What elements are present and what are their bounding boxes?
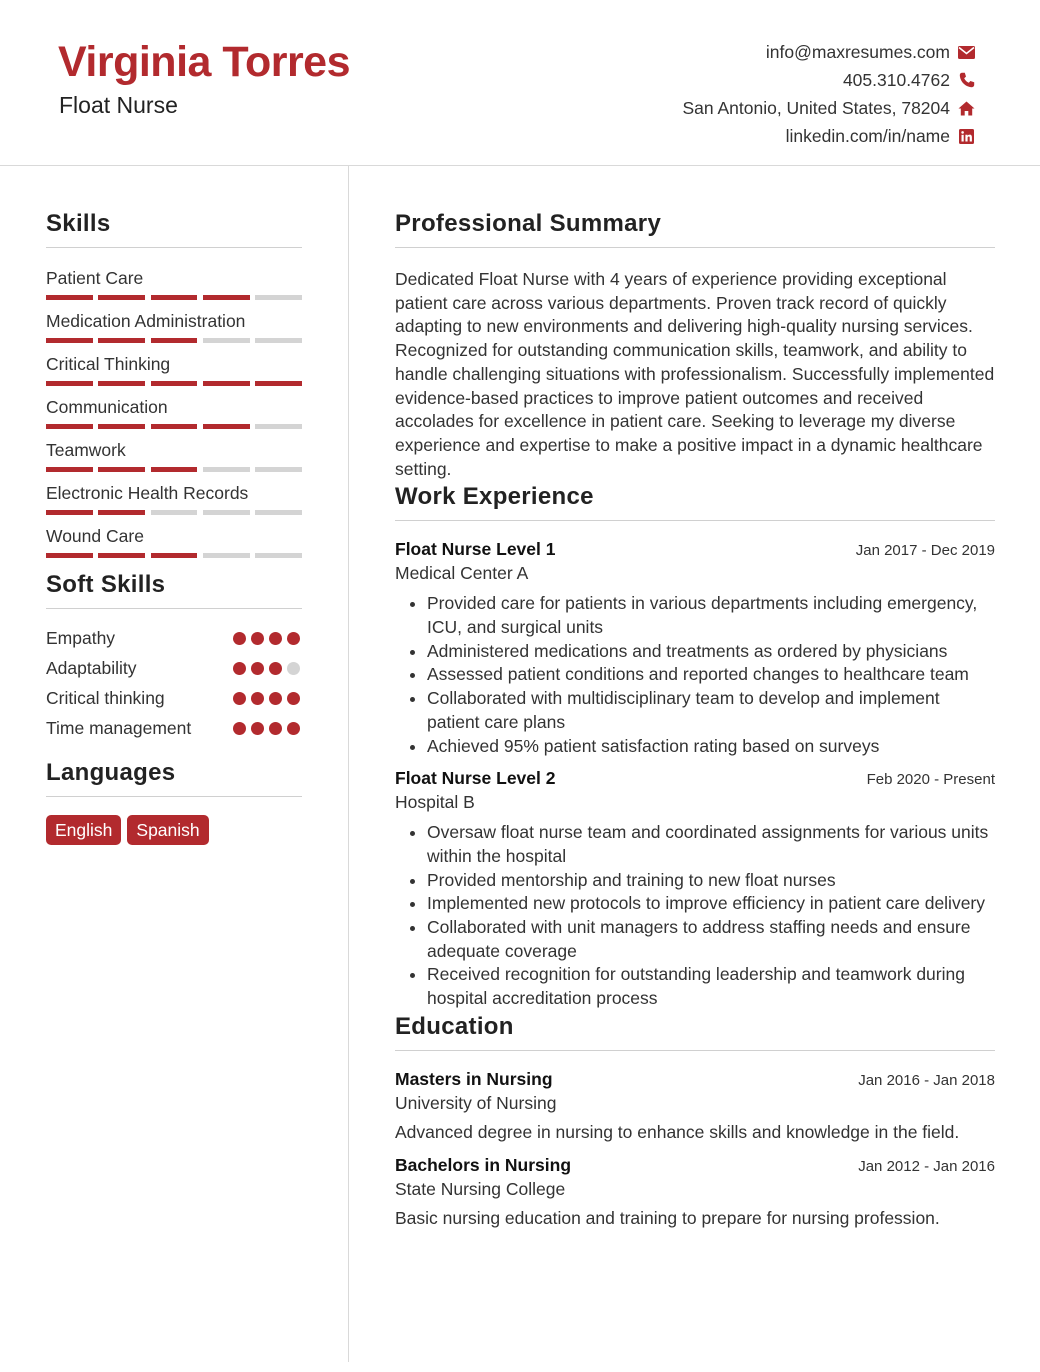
skill-level-segment	[46, 553, 93, 558]
phone-icon	[958, 72, 975, 89]
education-degree: Masters in Nursing	[395, 1068, 553, 1089]
job-dates: Feb 2020 - Present	[866, 771, 995, 789]
rating-dot	[251, 662, 264, 675]
languages-list	[46, 815, 302, 845]
skill-level-segment	[46, 467, 93, 472]
rating-dot	[233, 722, 246, 735]
job-bullets	[395, 821, 995, 1011]
skill-name: Critical Thinking	[46, 354, 171, 374]
soft-skill-rating	[233, 717, 302, 735]
skill-level-bar	[46, 424, 302, 429]
skill-level-segment	[151, 295, 198, 300]
languages-title: Languages	[46, 759, 302, 797]
job-entry	[395, 768, 995, 1011]
skill-level-segment	[255, 553, 302, 558]
rating-dot	[269, 662, 282, 675]
job-bullet: • Provided mentorship and training to new float nurses	[427, 869, 995, 893]
rating-dot	[287, 722, 300, 735]
skill-level-segment	[151, 467, 198, 472]
skill-level-bar	[46, 381, 302, 386]
language-badge: English	[46, 815, 121, 845]
job-bullet: • Implemented new protocols to improve efficiency in patient care delivery	[427, 892, 995, 916]
skill-level-bar	[46, 338, 302, 343]
skill-level-segment	[46, 424, 93, 429]
job-header	[395, 539, 995, 560]
skill-name: Wound Care	[46, 526, 144, 546]
envelope-icon	[958, 44, 975, 61]
right-column	[395, 210, 995, 1229]
skill-level-segment	[98, 295, 145, 300]
education-dates: Jan 2012 - Jan 2016	[858, 1157, 995, 1175]
job-bullet: • Collaborated with multidisciplinary team to develop and implement patient care plans	[427, 687, 995, 734]
education-school: University of Nursing	[395, 1092, 557, 1113]
contact-phone-text[interactable]: 405.310.4762	[842, 69, 950, 90]
soft-skill-rating	[233, 687, 302, 705]
jobs-list	[395, 539, 995, 1011]
skill-level-segment	[203, 424, 250, 429]
skill-name: Electronic Health Records	[46, 483, 249, 503]
skill-name: Communication	[46, 397, 168, 417]
job-bullet: • Received recognition for outstanding leadership and teamwork during hospital accreditation process	[427, 963, 995, 1010]
contact-phone[interactable]	[682, 66, 975, 94]
skill-item	[46, 482, 302, 525]
soft-skill-name: Time management	[46, 718, 192, 738]
contact-email[interactable]	[682, 38, 975, 66]
soft-skill-name: Critical thinking	[46, 688, 165, 708]
skill-item	[46, 267, 302, 310]
skill-level-segment	[255, 338, 302, 343]
skill-level-bar	[46, 553, 302, 558]
skill-level-segment	[255, 295, 302, 300]
contact-address	[682, 94, 975, 122]
skill-level-segment	[203, 338, 250, 343]
rating-dot	[287, 632, 300, 645]
rating-dot	[269, 632, 282, 645]
home-icon	[958, 100, 975, 117]
job-bullet: • Collaborated with unit managers to address staffing needs and ensure adequate coverage	[427, 916, 995, 963]
soft-skill-item	[46, 657, 302, 687]
job-role: Float Nurse Level 1	[395, 539, 556, 560]
skill-level-segment	[98, 510, 145, 515]
skill-name: Teamwork	[46, 440, 126, 460]
skill-level-bar	[46, 295, 302, 300]
skill-level-segment	[151, 338, 198, 343]
rating-dot	[269, 692, 282, 705]
education-header	[395, 1069, 995, 1090]
skill-level-segment	[98, 381, 145, 386]
language-badge: Spanish	[127, 815, 208, 845]
rating-dot	[233, 632, 246, 645]
education-school: State Nursing College	[395, 1178, 566, 1199]
summary-text: Dedicated Float Nurse with 4 years of experience providing exceptional patient care across various departments. Proven track record of quickly adapting to new environments and delivering high-quality nursing services. Recognized for outstanding communication skills, teamwork, and ability to handle challenging situations with professionalism. Successfully implemented evidence-based practices to improve patient outcomes and received accolades for excellence in patient care. Seeking to leverage my diverse experience and expertise to make a positive impact in a dynamic healthcare setting.	[395, 269, 995, 479]
skill-item	[46, 525, 302, 568]
job-bullet: • Achieved 95% patient satisfaction rating based on surveys	[427, 735, 995, 759]
skill-item	[46, 396, 302, 439]
contact-linkedin[interactable]	[682, 122, 975, 150]
education-header	[395, 1155, 995, 1176]
job-dates: Jan 2017 - Dec 2019	[855, 542, 995, 560]
skill-level-segment	[46, 338, 93, 343]
left-column	[46, 210, 302, 845]
skill-level-segment	[98, 424, 145, 429]
job-organization: Hospital B	[395, 792, 475, 813]
skill-level-segment	[98, 553, 145, 558]
contact-address-text: San Antonio, United States, 78204	[682, 97, 950, 118]
skill-level-bar	[46, 467, 302, 472]
rating-dot	[269, 722, 282, 735]
skill-level-segment	[151, 553, 198, 558]
education-list	[395, 1069, 995, 1229]
skills-list	[46, 267, 302, 568]
linkedin-icon	[958, 128, 975, 145]
skill-level-bar	[46, 510, 302, 515]
rating-dot	[233, 662, 246, 675]
soft-skills-list	[46, 627, 302, 747]
rating-dot	[287, 692, 300, 705]
education-degree: Bachelors in Nursing	[395, 1154, 572, 1175]
soft-skill-name: Empathy	[46, 628, 116, 648]
soft-skill-item	[46, 687, 302, 717]
job-bullet: • Assessed patient conditions and reported changes to healthcare team	[427, 663, 995, 687]
skill-item	[46, 310, 302, 353]
job-bullets	[395, 592, 995, 758]
soft-skill-item	[46, 627, 302, 657]
soft-skill-item	[46, 717, 302, 747]
skill-level-segment	[151, 510, 198, 515]
job-entry	[395, 539, 995, 758]
skill-level-segment	[203, 510, 250, 515]
skill-level-segment	[98, 467, 145, 472]
job-bullet: • Oversaw float nurse team and coordinated assignments for various units within the hospital	[427, 821, 995, 868]
skill-name: Patient Care	[46, 268, 144, 288]
skill-level-segment	[46, 510, 93, 515]
skill-level-segment	[203, 295, 250, 300]
skill-level-segment	[98, 338, 145, 343]
education-dates: Jan 2016 - Jan 2018	[858, 1071, 995, 1089]
rating-dot	[287, 662, 300, 675]
skill-item	[46, 353, 302, 396]
soft-skill-name: Adaptability	[46, 658, 137, 678]
skill-level-segment	[203, 553, 250, 558]
candidate-title: Float Nurse	[59, 92, 178, 118]
skill-level-segment	[203, 381, 250, 386]
rating-dot	[251, 722, 264, 735]
column-divider	[348, 166, 349, 1362]
contact-email-text[interactable]: info@maxresumes.com	[765, 41, 950, 62]
skill-level-segment	[255, 424, 302, 429]
candidate-name: Virginia Torres	[58, 38, 351, 86]
resume-header	[0, 0, 1040, 166]
soft-skills-title: Soft Skills	[46, 571, 302, 609]
skill-level-segment	[151, 381, 198, 386]
skill-level-segment	[151, 424, 198, 429]
rating-dot	[251, 692, 264, 705]
skill-item	[46, 439, 302, 482]
education-description: Advanced degree in nursing to enhance skills and knowledge in the field.	[395, 1121, 960, 1142]
skill-level-segment	[255, 510, 302, 515]
rating-dot	[251, 632, 264, 645]
job-header	[395, 768, 995, 789]
job-role: Float Nurse Level 2	[395, 768, 556, 789]
education-entry	[395, 1155, 995, 1229]
skill-level-segment	[46, 295, 93, 300]
skill-level-segment	[255, 467, 302, 472]
education-description: Basic nursing education and training to prepare for nursing profession.	[395, 1207, 940, 1228]
skill-level-segment	[46, 381, 93, 386]
contact-list	[682, 38, 975, 150]
skill-level-segment	[203, 467, 250, 472]
soft-skill-rating	[233, 657, 302, 675]
skill-name: Medication Administration	[46, 311, 246, 331]
job-bullet: • Provided care for patients in various departments including emergency, ICU, and surgical units	[427, 592, 995, 639]
skills-title: Skills	[46, 210, 302, 248]
education-title: Education	[395, 1013, 995, 1051]
contact-linkedin-text[interactable]: linkedin.com/in/name	[785, 125, 950, 146]
job-bullet: • Administered medications and treatments as ordered by physicians	[427, 640, 995, 664]
job-organization: Medical Center A	[395, 563, 529, 584]
skill-level-segment	[255, 381, 302, 386]
soft-skill-rating	[233, 627, 302, 645]
summary-title: Professional Summary	[395, 210, 995, 248]
work-experience-title: Work Experience	[395, 483, 995, 521]
rating-dot	[233, 692, 246, 705]
education-entry	[395, 1069, 995, 1143]
